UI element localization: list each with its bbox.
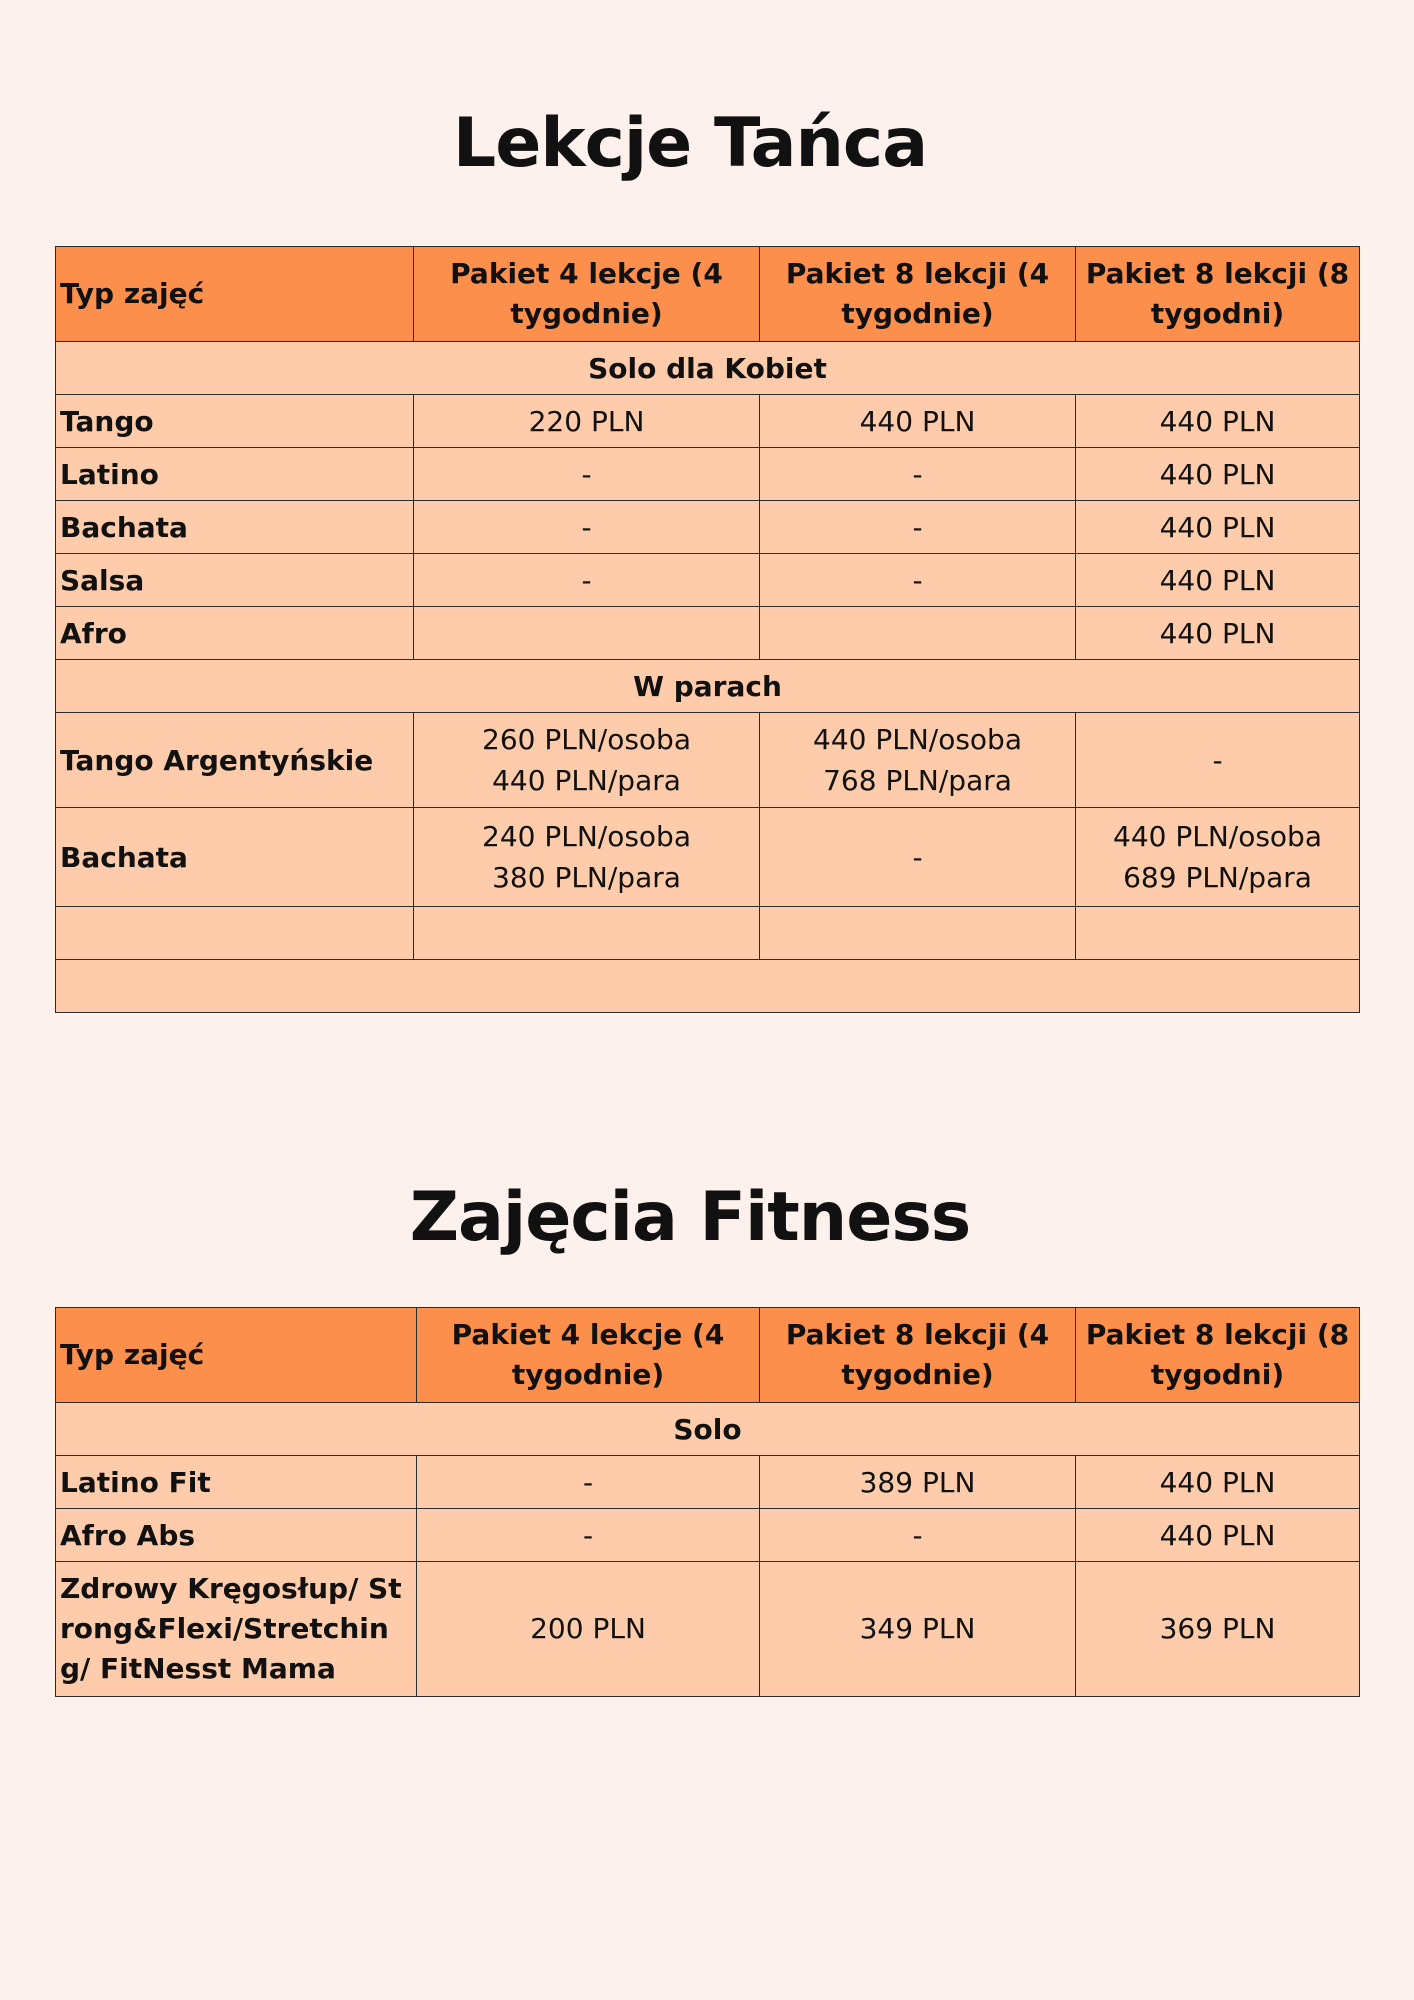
empty-row (56, 907, 1360, 960)
row-name: Latino Fit (56, 1456, 417, 1509)
price-cell: - (760, 501, 1076, 554)
fitness-price-table (55, 1307, 1360, 1697)
header-class-type: Typ zajęć (56, 247, 414, 342)
empty-cell (1076, 907, 1360, 960)
price-per-person: 440 PLN/osoba (1113, 820, 1322, 853)
row-name: Salsa (56, 554, 414, 607)
table-row (56, 448, 1360, 501)
header-package-8-8w: Pakiet 8 lekcji (8 tygodni) (1076, 1308, 1360, 1403)
price-cell: 440 PLN (1076, 1509, 1360, 1562)
row-name: Bachata (56, 501, 414, 554)
price-per-pair: 440 PLN/para (492, 764, 681, 797)
price-cell: 369 PLN (1076, 1562, 1360, 1697)
price-cell: 440 PLN (1076, 395, 1360, 448)
price-cell: - (1076, 713, 1360, 808)
price-per-person: 440 PLN/osoba (813, 723, 1022, 756)
price-cell: 220 PLN (414, 395, 760, 448)
table-row (56, 607, 1360, 660)
price-per-person: 260 PLN/osoba (482, 723, 691, 756)
price-cell (414, 808, 760, 907)
empty-cell (56, 960, 1360, 1013)
price-per-pair: 768 PLN/para (823, 764, 1012, 797)
price-cell: - (760, 448, 1076, 501)
table-row (56, 554, 1360, 607)
empty-cell (760, 907, 1076, 960)
table-row (56, 713, 1360, 808)
row-name: Tango Argentyńskie (56, 713, 414, 808)
table-header-row (56, 1308, 1360, 1403)
table-row (56, 1456, 1360, 1509)
table-row (56, 1509, 1360, 1562)
header-package-8-8w: Pakiet 8 lekcji (8 tygodni) (1076, 247, 1360, 342)
price-cell: - (414, 554, 760, 607)
section-solo-women: Solo dla Kobiet (56, 342, 1360, 395)
section-pairs: W parach (56, 660, 1360, 713)
header-package-4: Pakiet 4 lekcje (4 tygodnie) (414, 247, 760, 342)
empty-cell (56, 907, 414, 960)
price-cell (414, 713, 760, 808)
price-per-pair: 380 PLN/para (492, 861, 681, 894)
price-per-pair: 689 PLN/para (1123, 861, 1312, 894)
row-name: Tango (56, 395, 414, 448)
dance-title: Lekcje Tańca (452, 104, 928, 183)
price-cell: - (414, 448, 760, 501)
header-class-type: Typ zajęć (56, 1308, 417, 1403)
row-name: Afro Abs (56, 1509, 417, 1562)
empty-cell (414, 907, 760, 960)
row-name: Zdrowy Kręgosłup/ Strong&Flexi/Stretching/ FitNesst Mama (56, 1562, 417, 1697)
price-cell: - (414, 501, 760, 554)
section-solo: Solo (56, 1403, 1360, 1456)
header-package-8-4w: Pakiet 8 lekcji (4 tygodnie) (760, 247, 1076, 342)
price-cell: 389 PLN (760, 1456, 1076, 1509)
price-cell: - (417, 1509, 760, 1562)
row-name: Latino (56, 448, 414, 501)
fitness-title: Zajęcia Fitness (409, 1178, 971, 1257)
price-cell (760, 607, 1076, 660)
table-header-row (56, 247, 1360, 342)
price-per-person: 240 PLN/osoba (482, 820, 691, 853)
table-row (56, 395, 1360, 448)
price-cell: - (760, 1509, 1076, 1562)
price-cell (760, 713, 1076, 808)
price-cell: - (417, 1456, 760, 1509)
header-package-4: Pakiet 4 lekcje (4 tygodnie) (417, 1308, 760, 1403)
table-row (56, 808, 1360, 907)
price-cell (414, 607, 760, 660)
empty-row (56, 960, 1360, 1013)
price-cell: 440 PLN (1076, 501, 1360, 554)
price-cell (1076, 808, 1360, 907)
header-package-8-4w: Pakiet 8 lekcji (4 tygodnie) (760, 1308, 1076, 1403)
price-cell: - (760, 554, 1076, 607)
price-cell: 440 PLN (1076, 554, 1360, 607)
price-cell: 440 PLN (1076, 607, 1360, 660)
price-cell: 349 PLN (760, 1562, 1076, 1697)
price-cell: 200 PLN (417, 1562, 760, 1697)
dance-price-table (55, 246, 1360, 1013)
price-cell: 440 PLN (760, 395, 1076, 448)
price-cell: - (760, 808, 1076, 907)
table-row (56, 1562, 1360, 1697)
price-cell: 440 PLN (1076, 1456, 1360, 1509)
row-name: Bachata (56, 808, 414, 907)
row-name: Afro (56, 607, 414, 660)
price-cell: 440 PLN (1076, 448, 1360, 501)
table-row (56, 501, 1360, 554)
